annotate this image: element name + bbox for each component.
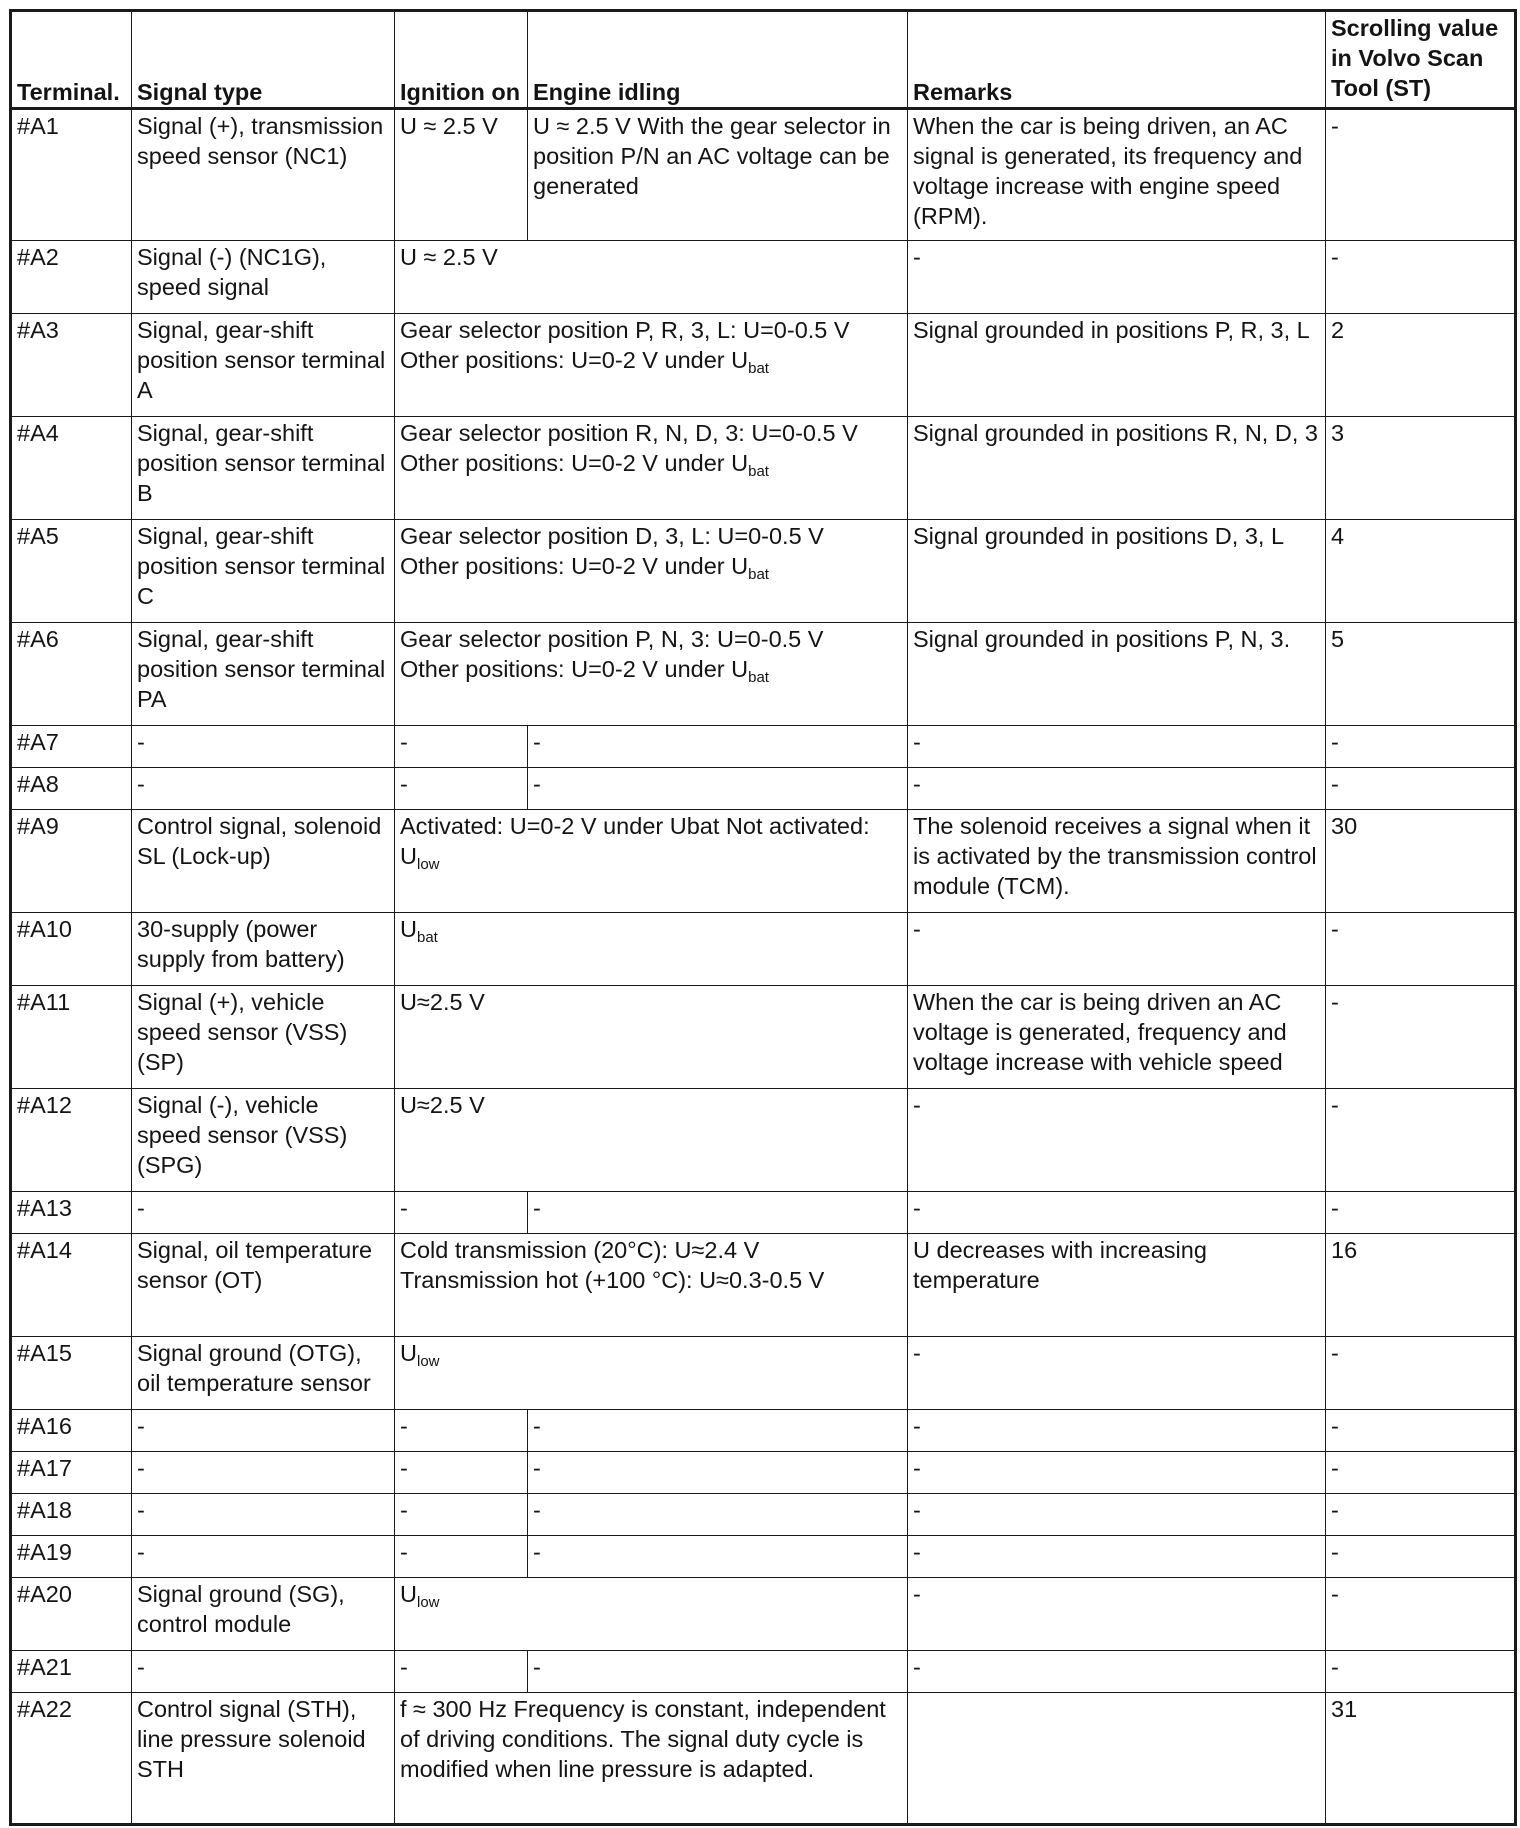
terminal-cell: #A11 <box>11 986 132 1089</box>
table-body <box>11 109 1516 1825</box>
scan-tool-cell: - <box>1326 1452 1516 1494</box>
table-row <box>11 1494 1516 1536</box>
table-row <box>11 417 1516 520</box>
table-row <box>11 1410 1516 1452</box>
remarks-cell: - <box>908 726 1326 768</box>
voltage-cell: U≈2.5 V <box>395 1089 908 1192</box>
voltage-line-2 <box>400 551 902 581</box>
remarks-cell: - <box>908 1536 1326 1578</box>
remarks-cell: - <box>908 913 1326 986</box>
scan-tool-cell: - <box>1326 1410 1516 1452</box>
signal-type-cell: Signal, oil temperature sensor (OT) <box>132 1234 395 1337</box>
terminal-cell: #A12 <box>11 1089 132 1192</box>
engine-idling-cell: - <box>528 1494 908 1536</box>
signal-type-cell: - <box>132 1536 395 1578</box>
terminal-cell: #A22 <box>11 1693 132 1825</box>
terminal-cell: #A7 <box>11 726 132 768</box>
voltage-line-1: Gear selector position P, N, 3: U=0-0.5 V <box>400 626 824 652</box>
scan-tool-cell: - <box>1326 726 1516 768</box>
scan-tool-cell: 16 <box>1326 1234 1516 1337</box>
remarks-cell: When the car is being driven, an AC signal is generated, its frequency and voltage increase with engine speed (RPM). <box>908 109 1326 241</box>
terminal-cell: #A14 <box>11 1234 132 1337</box>
table-row <box>11 986 1516 1089</box>
scan-tool-cell: - <box>1326 913 1516 986</box>
remarks-cell: U decreases with increasing temperature <box>908 1234 1326 1337</box>
voltage-text: U <box>400 1340 417 1366</box>
scan-tool-cell: 31 <box>1326 1693 1516 1825</box>
signal-type-cell: Signal, gear-shift position sensor terminal C <box>132 520 395 623</box>
table-row <box>11 1234 1516 1337</box>
table-row <box>11 1192 1516 1234</box>
voltage-line-1: Gear selector position D, 3, L: U=0-0.5 V <box>400 523 824 549</box>
voltage-cell: U ≈ 2.5 V <box>395 241 908 314</box>
remarks-cell: - <box>908 1452 1326 1494</box>
voltage-text: Other positions: U=0-2 V under U <box>400 656 749 682</box>
engine-idling-cell: - <box>528 1536 908 1578</box>
scan-tool-cell: 4 <box>1326 520 1516 623</box>
table-row <box>11 913 1516 986</box>
header-scan-tool-value: Scrolling value in Volvo Scan Tool (ST) <box>1326 11 1516 109</box>
voltage-subscript: bat <box>748 669 769 686</box>
ignition-on-cell: - <box>395 1536 528 1578</box>
scan-tool-cell: - <box>1326 986 1516 1089</box>
terminal-cell: #A5 <box>11 520 132 623</box>
terminal-cell: #A16 <box>11 1410 132 1452</box>
table-row <box>11 1578 1516 1651</box>
voltage-cell: f ≈ 300 Hz Frequency is constant, independent of driving conditions. The signal duty cycle is modified when line pressure is adapted. <box>395 1693 908 1825</box>
signal-type-cell: - <box>132 1410 395 1452</box>
table-row <box>11 314 1516 417</box>
header-signal-type: Signal type <box>132 11 395 109</box>
signal-type-cell: - <box>132 768 395 810</box>
signal-type-cell: - <box>132 1494 395 1536</box>
voltage-subscript: bat <box>416 929 438 946</box>
voltage-cell <box>395 314 908 417</box>
signal-type-cell: Signal ground (SG), control module <box>132 1578 395 1651</box>
voltage-cell <box>395 1578 908 1651</box>
voltage-subscript: low <box>416 1353 440 1370</box>
terminal-cell: #A21 <box>11 1651 132 1693</box>
signal-type-cell: - <box>132 1452 395 1494</box>
signal-type-cell: Signal, gear-shift position sensor terminal PA <box>132 623 395 726</box>
remarks-cell: Signal grounded in positions P, N, 3. <box>908 623 1326 726</box>
table-row <box>11 1452 1516 1494</box>
signal-type-cell: Control signal, solenoid SL (Lock-up) <box>132 810 395 913</box>
signal-type-cell: Signal (-) (NC1G), speed signal <box>132 241 395 314</box>
header-row <box>11 11 1516 109</box>
voltage-text: U <box>400 916 417 942</box>
ignition-on-cell: - <box>395 1651 528 1693</box>
engine-idling-cell: - <box>528 768 908 810</box>
terminal-cell: #A6 <box>11 623 132 726</box>
scan-tool-cell: - <box>1326 1578 1516 1651</box>
table-row <box>11 726 1516 768</box>
ignition-on-cell: - <box>395 1410 528 1452</box>
engine-idling-cell: - <box>528 1452 908 1494</box>
signal-type-cell: 30-supply (power supply from battery) <box>132 913 395 986</box>
terminal-cell: #A2 <box>11 241 132 314</box>
remarks-cell: - <box>908 1192 1326 1234</box>
voltage-cell <box>395 623 908 726</box>
voltage-cell <box>395 520 908 623</box>
scan-tool-cell: - <box>1326 1536 1516 1578</box>
signal-type-cell: Signal (-), vehicle speed sensor (VSS) (SPG) <box>132 1089 395 1192</box>
signal-type-cell: - <box>132 726 395 768</box>
engine-idling-cell: - <box>528 1410 908 1452</box>
voltage-text: U <box>400 1581 417 1607</box>
engine-idling-cell: U ≈ 2.5 V With the gear selector in position P/N an AC voltage can be generated <box>528 109 908 241</box>
signal-type-cell: Control signal (STH), line pressure solenoid STH <box>132 1693 395 1825</box>
terminal-cell: #A8 <box>11 768 132 810</box>
table-row <box>11 1536 1516 1578</box>
voltage-subscript: bat <box>748 566 769 583</box>
scan-tool-cell: - <box>1326 1651 1516 1693</box>
header-ignition-on: Ignition on <box>395 11 528 109</box>
scan-tool-cell: - <box>1326 109 1516 241</box>
table-row <box>11 768 1516 810</box>
remarks-cell: When the car is being driven an AC voltage is generated, frequency and voltage increase with vehicle speed <box>908 986 1326 1089</box>
ignition-on-cell: - <box>395 1452 528 1494</box>
voltage-text: Other positions: U=0-2 V under U <box>400 347 749 373</box>
voltage-line-2: Transmission hot (+100 °C): U≈0.3-0.5 V <box>400 1267 825 1293</box>
table-row <box>11 623 1516 726</box>
remarks-cell: - <box>908 1651 1326 1693</box>
table-row <box>11 109 1516 241</box>
terminal-cell: #A1 <box>11 109 132 241</box>
voltage-subscript: low <box>416 1594 440 1611</box>
ignition-on-cell: U ≈ 2.5 V <box>395 109 528 241</box>
voltage-cell <box>395 1234 908 1337</box>
remarks-cell: Signal grounded in positions R, N, D, 3 <box>908 417 1326 520</box>
voltage-line-1: Cold transmission (20°C): U≈2.4 V <box>400 1237 760 1263</box>
table-row <box>11 1693 1516 1825</box>
scan-tool-cell: 5 <box>1326 623 1516 726</box>
ignition-on-cell: - <box>395 768 528 810</box>
voltage-line-2 <box>400 654 902 684</box>
header-engine-idling: Engine idling <box>528 11 908 109</box>
voltage-text: Activated: U=0-2 V under Ubat Not activated: U <box>400 813 870 869</box>
scan-tool-cell: - <box>1326 1089 1516 1192</box>
scan-tool-cell: - <box>1326 1494 1516 1536</box>
voltage-cell <box>395 810 908 913</box>
voltage-subscript: bat <box>748 360 769 377</box>
terminal-cell: #A19 <box>11 1536 132 1578</box>
remarks-cell: - <box>908 241 1326 314</box>
engine-idling-cell: - <box>528 1651 908 1693</box>
remarks-cell <box>908 1693 1326 1825</box>
terminal-cell: #A10 <box>11 913 132 986</box>
signal-type-cell: Signal (+), transmission speed sensor (NC1) <box>132 109 395 241</box>
remarks-cell: - <box>908 1337 1326 1410</box>
remarks-cell: - <box>908 1410 1326 1452</box>
header-terminal: Terminal. <box>11 11 132 109</box>
ignition-on-cell: - <box>395 726 528 768</box>
remarks-cell: - <box>908 1578 1326 1651</box>
remarks-cell: The solenoid receives a signal when it is activated by the transmission control module (TCM). <box>908 810 1326 913</box>
table-row <box>11 520 1516 623</box>
ignition-on-cell: - <box>395 1192 528 1234</box>
signal-type-cell: - <box>132 1651 395 1693</box>
scan-tool-cell: - <box>1326 1337 1516 1410</box>
table-row <box>11 1089 1516 1192</box>
scan-tool-cell: - <box>1326 241 1516 314</box>
table-row <box>11 810 1516 913</box>
voltage-line-1: Gear selector position R, N, D, 3: U=0-0.5 V <box>400 420 858 446</box>
voltage-text: Other positions: U=0-2 V under U <box>400 450 749 476</box>
terminal-cell: #A3 <box>11 314 132 417</box>
terminal-cell: #A15 <box>11 1337 132 1410</box>
voltage-cell: U≈2.5 V <box>395 986 908 1089</box>
remarks-cell: - <box>908 768 1326 810</box>
remarks-cell: Signal grounded in positions D, 3, L <box>908 520 1326 623</box>
remarks-cell: - <box>908 1089 1326 1192</box>
scan-tool-cell: 2 <box>1326 314 1516 417</box>
terminal-cell: #A20 <box>11 1578 132 1651</box>
table-row <box>11 1337 1516 1410</box>
voltage-subscript: low <box>416 856 440 873</box>
voltage-cell <box>395 417 908 520</box>
terminal-cell: #A9 <box>11 810 132 913</box>
voltage-line-2 <box>400 448 902 478</box>
voltage-line-1: Gear selector position P, R, 3, L: U=0-0.5 V <box>400 317 850 343</box>
table-row <box>11 1651 1516 1693</box>
engine-idling-cell: - <box>528 726 908 768</box>
signal-type-cell: Signal, gear-shift position sensor terminal B <box>132 417 395 520</box>
engine-idling-cell: - <box>528 1192 908 1234</box>
header-remarks: Remarks <box>908 11 1326 109</box>
scan-tool-cell: 30 <box>1326 810 1516 913</box>
voltage-subscript: bat <box>748 463 769 480</box>
signal-type-cell: Signal, gear-shift position sensor terminal A <box>132 314 395 417</box>
terminal-cell: #A13 <box>11 1192 132 1234</box>
voltage-cell <box>395 913 908 986</box>
voltage-cell <box>395 1337 908 1410</box>
terminal-cell: #A18 <box>11 1494 132 1536</box>
signal-type-cell: - <box>132 1192 395 1234</box>
scan-tool-cell: - <box>1326 1192 1516 1234</box>
voltage-text: Other positions: U=0-2 V under U <box>400 553 749 579</box>
voltage-line-2 <box>400 345 902 375</box>
terminal-cell: #A17 <box>11 1452 132 1494</box>
scan-tool-cell: 3 <box>1326 417 1516 520</box>
terminal-signal-table <box>9 9 1517 1826</box>
remarks-cell: - <box>908 1494 1326 1536</box>
signal-type-cell: Signal (+), vehicle speed sensor (VSS) (SP) <box>132 986 395 1089</box>
table-row <box>11 241 1516 314</box>
scan-tool-cell: - <box>1326 768 1516 810</box>
signal-type-cell: Signal ground (OTG), oil temperature sensor <box>132 1337 395 1410</box>
terminal-cell: #A4 <box>11 417 132 520</box>
ignition-on-cell: - <box>395 1494 528 1536</box>
remarks-cell: Signal grounded in positions P, R, 3, L <box>908 314 1326 417</box>
